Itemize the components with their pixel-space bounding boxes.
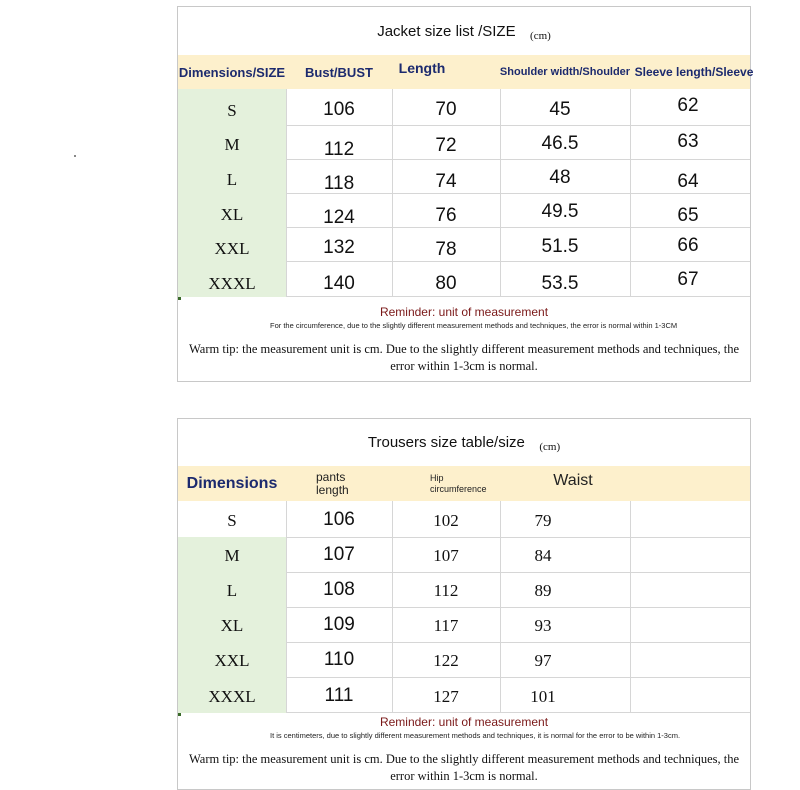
- jacket-unit: (cm): [530, 30, 551, 42]
- jacket-size-label: XL: [220, 205, 244, 224]
- stray-dot: [74, 155, 76, 157]
- jacket-cell-bust: 124: [323, 207, 355, 228]
- trousers-row-divider: [286, 677, 750, 678]
- jacket-cell-length: 80: [435, 273, 457, 294]
- trousers-size-label: L: [226, 581, 238, 600]
- jacket-cell-shoulder: 45: [549, 99, 571, 120]
- jacket-size-label: XXXL: [208, 274, 256, 293]
- trousers-header-hip: Hip circumference: [430, 472, 487, 494]
- jacket-header-bust: Bust/BUST: [305, 64, 373, 80]
- jacket-cell-bust: 112: [323, 139, 355, 160]
- trousers-cell-waist: 79: [534, 511, 552, 530]
- trousers-header-pants-length: pants length: [316, 469, 349, 497]
- jacket-cell-shoulder: 49.5: [541, 201, 579, 222]
- jacket-table-body: [178, 89, 750, 297]
- trousers-cell-hip: 127: [433, 687, 459, 706]
- jacket-size-label: M: [224, 135, 240, 154]
- jacket-footer: [178, 297, 750, 381]
- trousers-row-divider: [286, 537, 750, 538]
- trousers-size-label: M: [224, 546, 240, 565]
- trousers-size-label: XXXL: [208, 687, 256, 706]
- trousers-cell-pants-length: 106: [323, 509, 355, 530]
- trousers-cell-hip: 102: [433, 511, 459, 530]
- jacket-title-bar: [178, 7, 750, 56]
- trousers-size-label: XL: [220, 616, 244, 635]
- jacket-cell-sleeve: 64: [677, 171, 699, 192]
- trousers-cell-waist: 101: [530, 687, 556, 706]
- jacket-cell-sleeve: 63: [677, 131, 699, 152]
- trousers-header-row: [178, 466, 750, 501]
- trousers-reminder: Reminder: unit of measurement: [379, 715, 549, 729]
- trousers-header-dimensions: Dimensions: [186, 474, 278, 492]
- jacket-row-divider: [286, 261, 750, 262]
- jacket-header-length: Length: [398, 60, 446, 76]
- jacket-cell-length: 72: [435, 135, 457, 156]
- jacket-cell-length: 78: [435, 239, 457, 260]
- jacket-cell-length: 70: [435, 99, 457, 120]
- jacket-cell-length: 76: [435, 205, 457, 226]
- trousers-cell-hip: 107: [433, 546, 459, 565]
- trousers-footer: [178, 713, 750, 789]
- jacket-row-divider: [286, 125, 750, 126]
- trousers-title-bar: [178, 419, 750, 467]
- trousers-cell-pants-length: 109: [323, 614, 355, 635]
- jacket-cell-sleeve: 66: [677, 235, 699, 256]
- jacket-size-label: XXL: [214, 239, 250, 258]
- jacket-cell-sleeve: 67: [677, 269, 699, 290]
- trousers-size-chart: [177, 418, 751, 790]
- jacket-title: Jacket size list /SIZE: [377, 23, 516, 40]
- jacket-warm-tip: Warm tip: the measurement unit is cm. Due to the slightly different measurement methods and techniques, the error within 1-3cm is normal.: [188, 342, 739, 373]
- trousers-cell-pants-length: 108: [323, 579, 355, 600]
- jacket-cell-sleeve: 62: [677, 95, 699, 116]
- jacket-size-label: S: [227, 101, 237, 120]
- jacket-cell-bust: 140: [323, 273, 355, 294]
- trousers-cell-pants-length: 110: [323, 649, 355, 670]
- jacket-cell-bust: 106: [323, 99, 355, 120]
- trousers-size-label: XXL: [214, 651, 250, 670]
- trousers-table-body: [178, 501, 750, 713]
- trousers-cell-pants-length: 107: [323, 544, 355, 565]
- jacket-header-shoulder: Shoulder width/Shoulder: [499, 66, 631, 78]
- trousers-cell-waist: 97: [534, 651, 552, 670]
- trousers-cell-waist: 93: [534, 616, 552, 635]
- jacket-cell-shoulder: 46.5: [541, 133, 579, 154]
- corner-mark: [178, 297, 181, 300]
- trousers-row-divider: [286, 572, 750, 573]
- trousers-header-waist: Waist: [553, 471, 593, 489]
- trousers-warm-tip: Warm tip: the measurement unit is cm. Due to the slightly different measurement methods and techniques, the error within 1-3cm is normal.: [188, 752, 739, 783]
- trousers-note: It is centimeters, due to slightly different measurement methods and techniques, it is normal for the error to be within 1-3cm.: [270, 731, 681, 740]
- jacket-cell-shoulder: 53.5: [541, 273, 579, 294]
- jacket-header-dimensions: Dimensions/SIZE: [178, 64, 286, 80]
- trousers-unit: (cm): [539, 441, 561, 453]
- jacket-cell-bust: 118: [323, 173, 355, 194]
- jacket-cell-bust: 132: [323, 237, 355, 258]
- jacket-cell-sleeve: 65: [677, 205, 699, 226]
- trousers-cell-hip: 117: [433, 616, 459, 635]
- jacket-reminder: Reminder: unit of measurement: [379, 305, 549, 319]
- trousers-cell-waist: 84: [534, 546, 552, 565]
- jacket-cell-length: 74: [435, 171, 457, 192]
- trousers-row-divider: [286, 607, 750, 608]
- trousers-cell-hip: 122: [433, 651, 459, 670]
- jacket-size-chart: [177, 6, 754, 382]
- jacket-cell-shoulder: 48: [549, 167, 571, 188]
- jacket-cell-shoulder: 51.5: [541, 236, 579, 257]
- jacket-note: For the circumference, due to the slightly different measurement methods and techniques, the error is normal within 1-3CM: [270, 321, 678, 330]
- trousers-header-empty: [630, 466, 750, 501]
- trousers-cell-pants-length: 111: [324, 685, 354, 706]
- trousers-cell-waist: 89: [534, 581, 552, 600]
- trousers-size-label: S: [227, 511, 237, 530]
- jacket-header-row: [178, 55, 754, 89]
- jacket-header-sleeve: Sleeve length/Sleeve: [634, 65, 754, 79]
- trousers-title: Trousers size table/size: [367, 434, 525, 451]
- trousers-cell-hip: 112: [433, 581, 459, 600]
- trousers-row-divider: [286, 642, 750, 643]
- jacket-size-label: L: [226, 170, 238, 189]
